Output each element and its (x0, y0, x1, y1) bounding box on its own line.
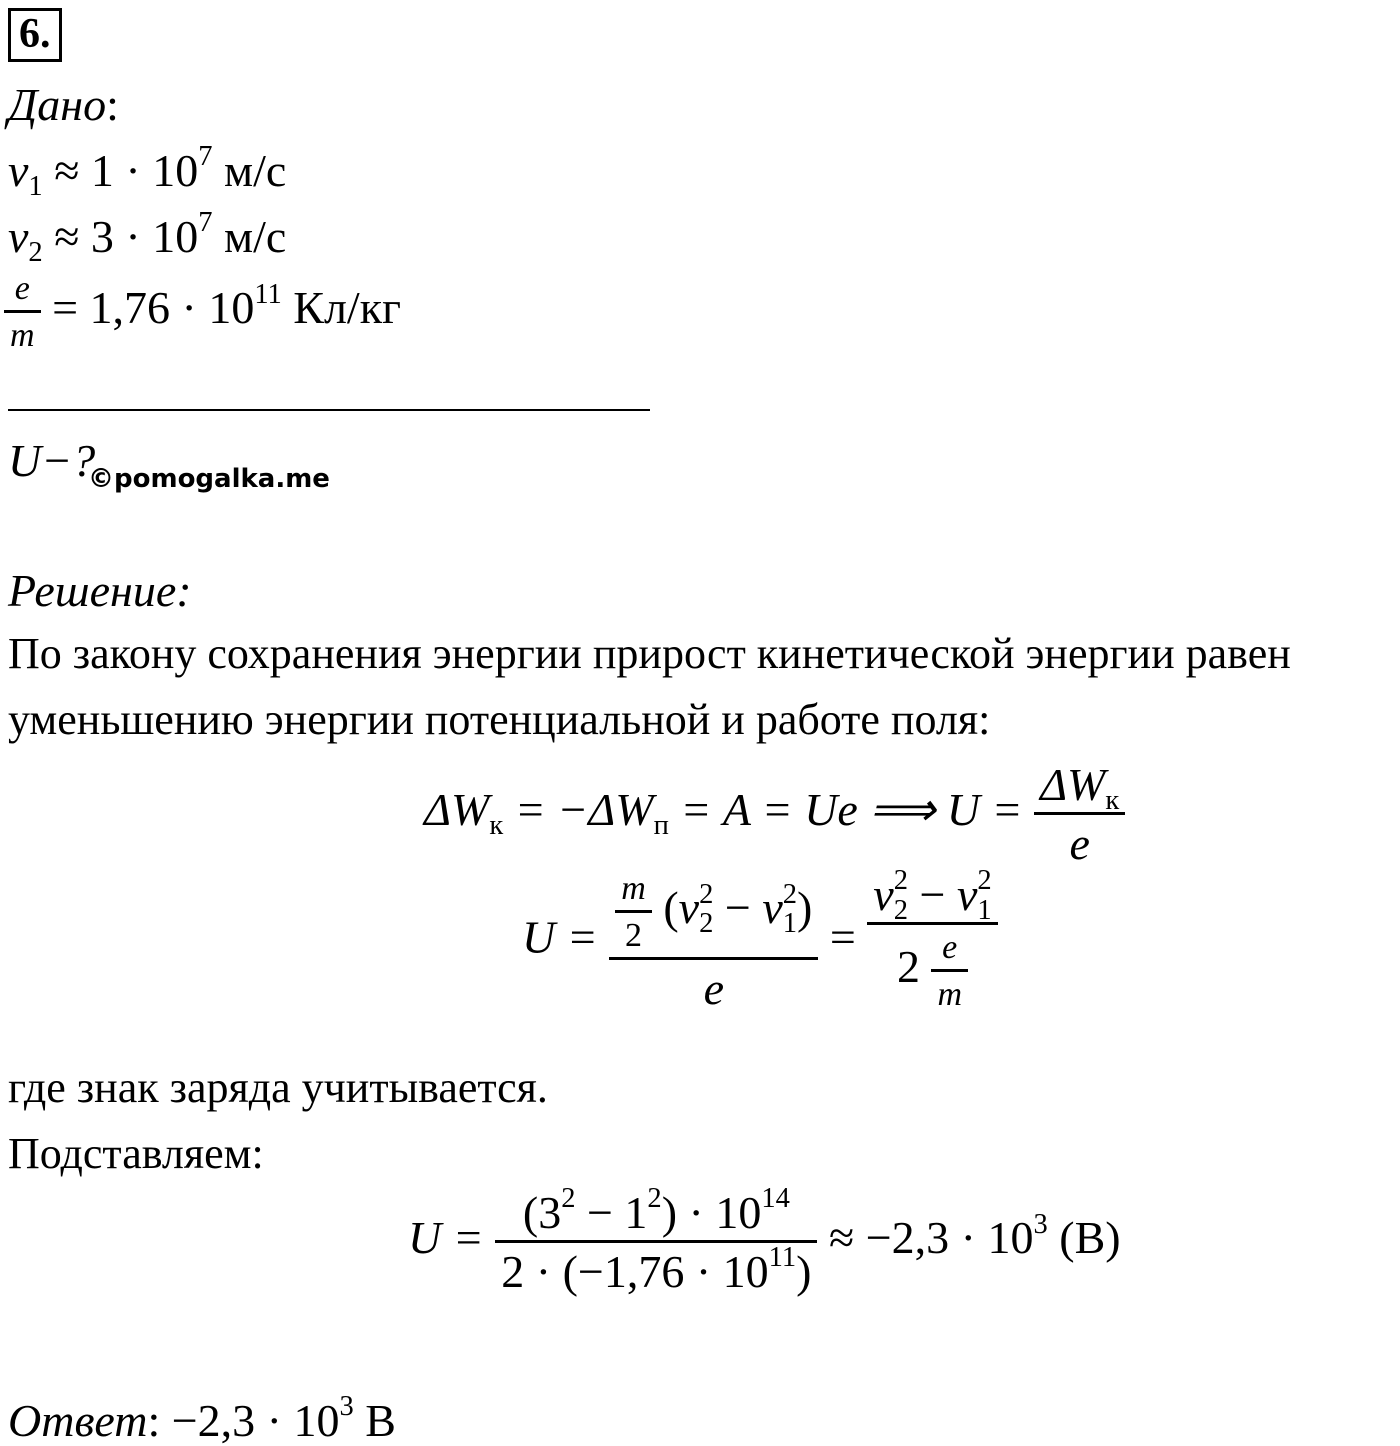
ratio-fraction: $\frac{e}{m}$ (4, 272, 41, 353)
given-charge-ratio: $\frac{e}{m}$ = $1,76 \cdot 10^{11}$ Кл/кг (4, 272, 401, 353)
given-divider (8, 409, 650, 411)
equation-voltage-fraction-2: $v^2_2 - v^2_1$ 2 $\frac{e}{m}$ (867, 872, 997, 1012)
equation-voltage-fraction-1: $\frac{m}{2}$ $(v^2_2 - v^2_1)$ e (609, 872, 818, 1012)
equation-substitution: U = $\frac{(3^2 - 1^2) \cdot 10^{14}}{2 \cdot (-1,76 \cdot 10^{11})}$ ≈ $-2,3 \cdot 10^3$ (В) (408, 1183, 1121, 1297)
given-label: Дано: (8, 79, 119, 130)
solution-paragraph-3: где знак заряда учитывается. (8, 1063, 548, 1112)
given-v1: $v_1 \approx 1 \cdot 10^7$ м/с (8, 141, 287, 203)
solution-paragraph-2: уменьшению энергии потенциальной и работе поля: (8, 695, 991, 744)
find-unknown: U−? (8, 435, 96, 486)
equation-substitution-fraction: $\frac{(3^2 - 1^2) \cdot 10^{14}}{2 \cdot (-1,76 \cdot 10^{11})}$ (495, 1190, 817, 1295)
solution-paragraph-1: По закону сохранения энергии прирост кинетической энергии равен (8, 629, 1291, 678)
answer: Ответ: $-2,3 \cdot 10^3$ В (8, 1391, 396, 1446)
task-number: 6. (8, 8, 62, 62)
watermark: ©pomogalka.me (88, 464, 330, 494)
solution-label: Решение: (8, 565, 192, 616)
solution-paragraph-4: Подставляем: (8, 1129, 264, 1178)
equation-energy-fraction: $\frac{\Delta W_к}{e}$ (1034, 762, 1125, 867)
equation-voltage: U = $\frac{m}{2}$ $(v^2_2 - v^2_1)$ e = $v^2_2 - v^2_1$ 2 $\frac{e}{m}$ (522, 872, 998, 1012)
equation-energy: $\Delta W_к = -\Delta W_п = A = Ue$ ⟹ U = $\frac{\Delta W_к}{e}$ (424, 762, 1125, 867)
given-v2: $v_2 \approx 3 \cdot 10^7$ м/с (8, 207, 287, 269)
